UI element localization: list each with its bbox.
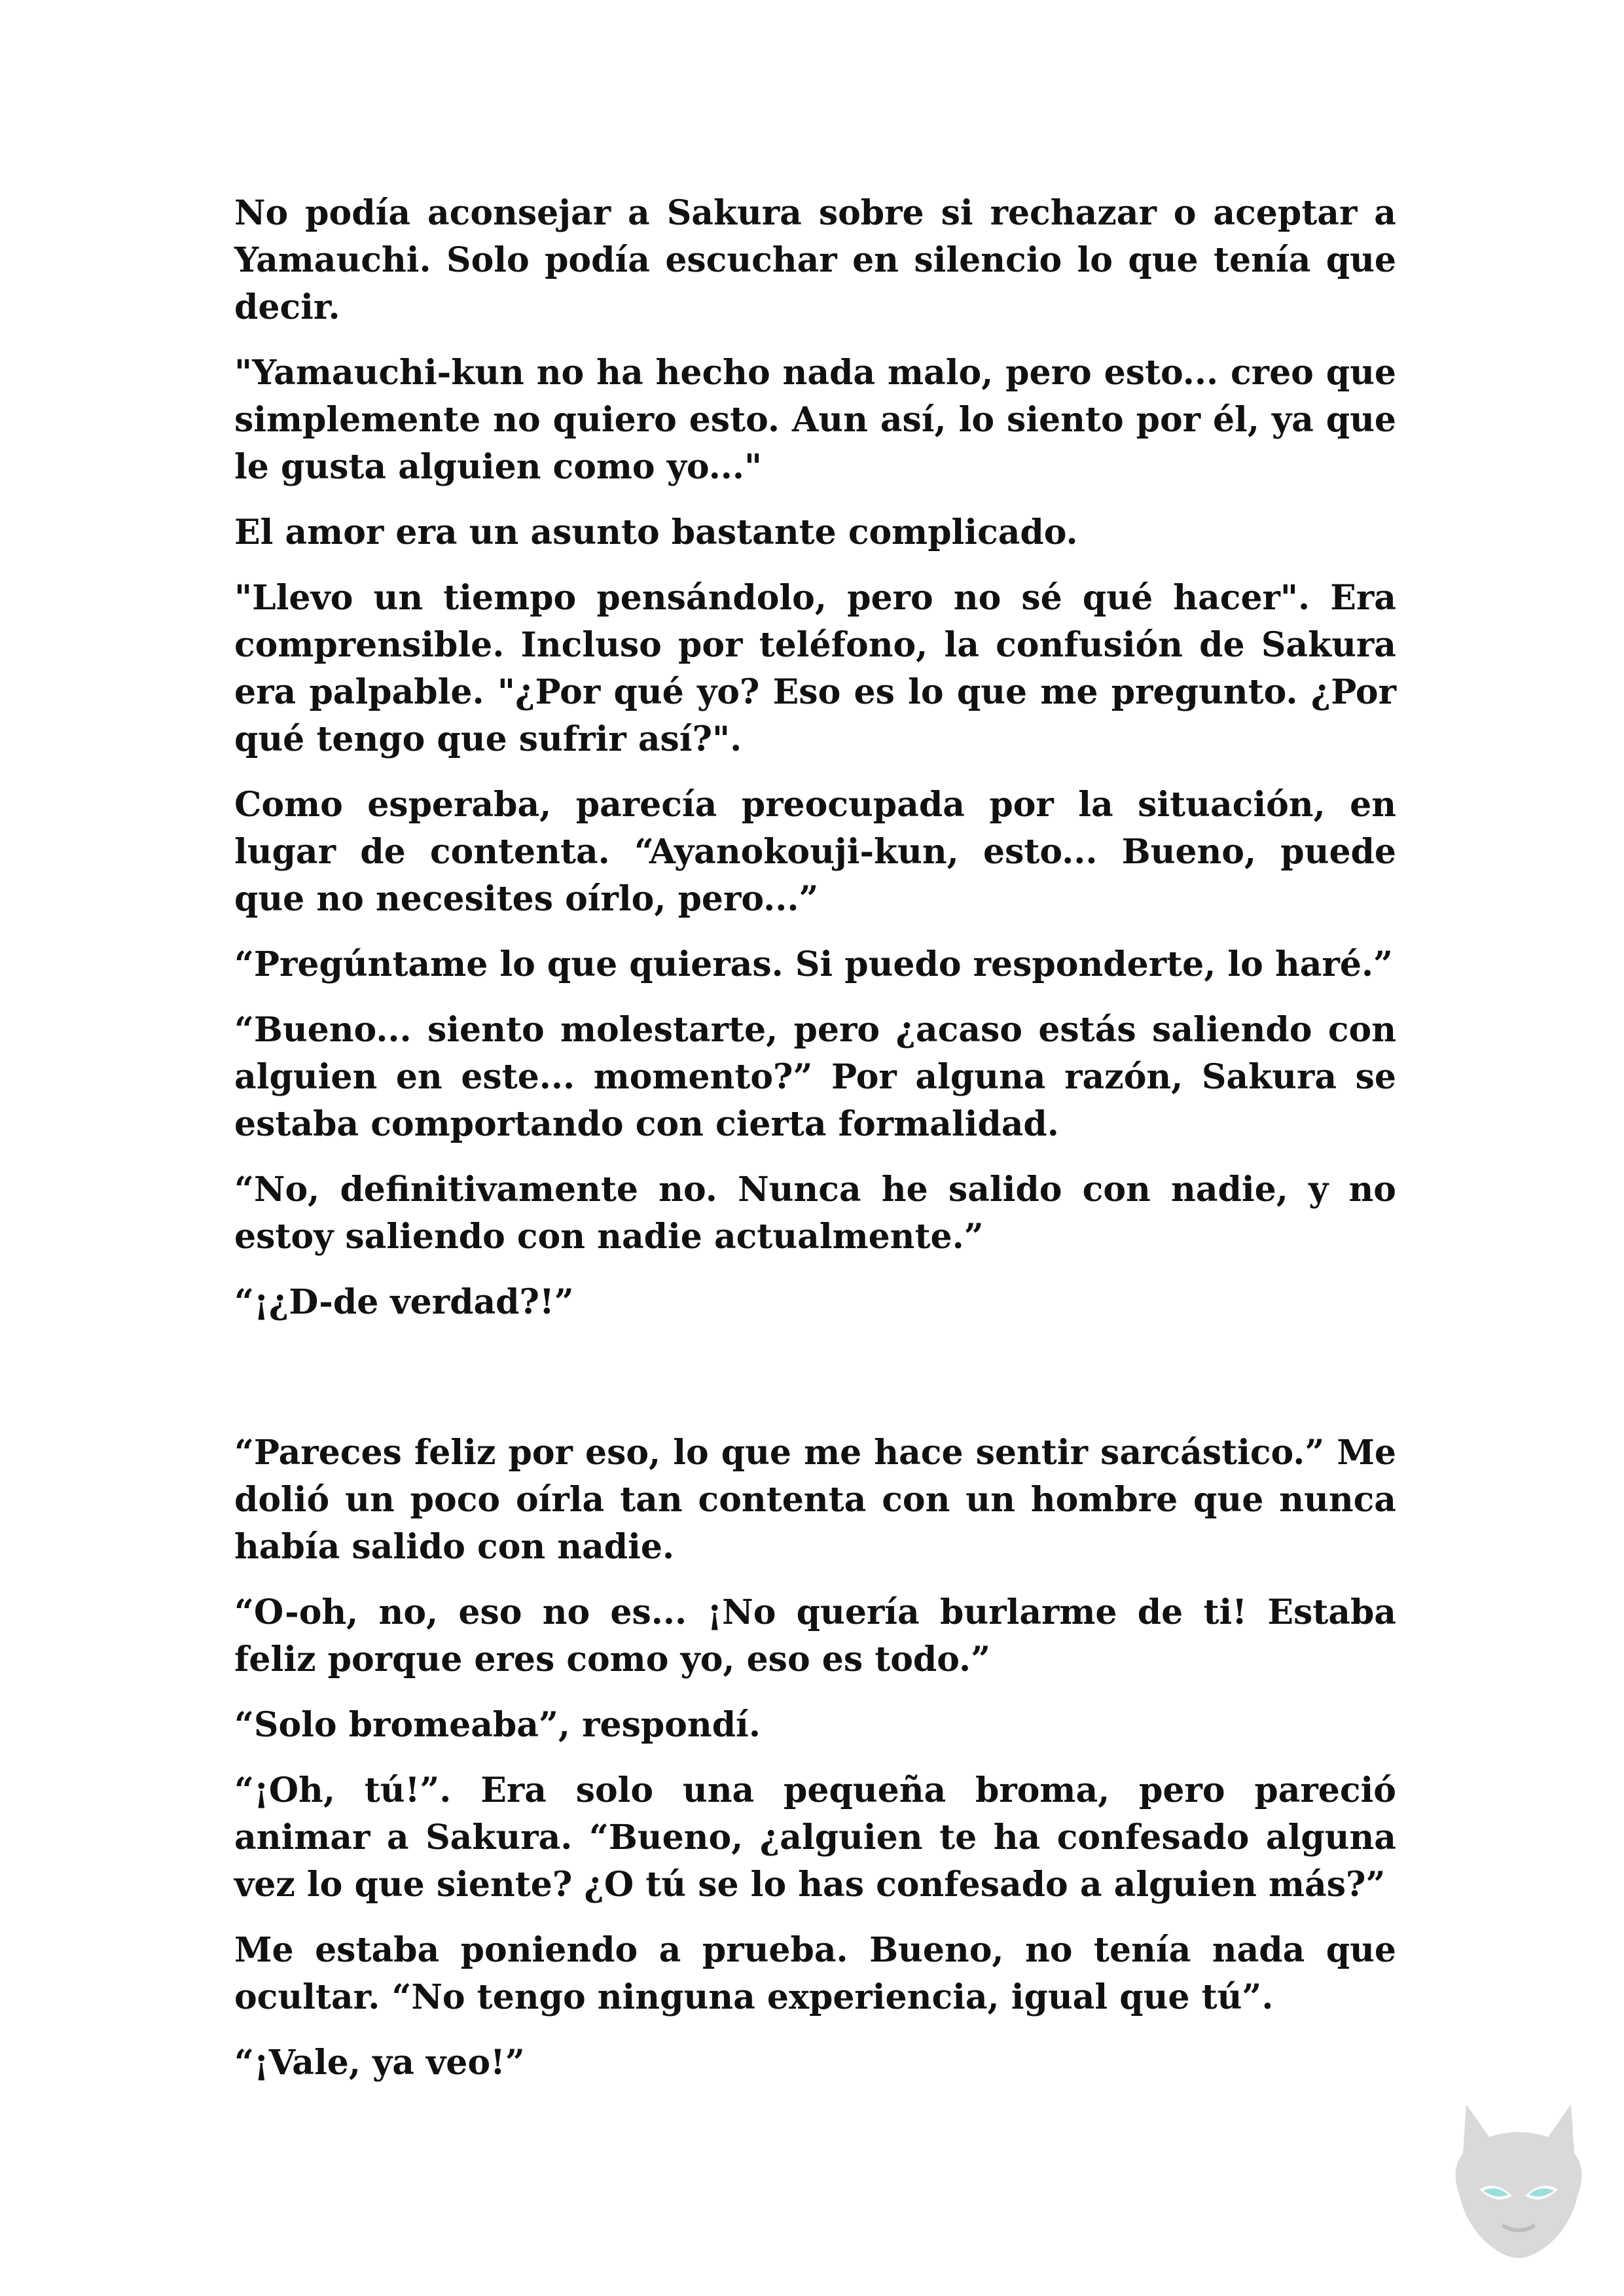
paragraph-6: “Pregúntame lo que quieras. Si puedo responderte, lo haré.” (234, 944, 1393, 984)
paragraph-1: No podía aconsejar a Sakura sobre si rechazar o aceptar a Yamauchi. Solo podía escuchar en silencio lo que tenía que decir. (234, 193, 1396, 327)
section-gap (234, 1344, 1396, 1429)
paragraph-15: “¡Vale, ya veo!” (234, 2043, 525, 2083)
paragraph-9: “¡¿D-de verdad?!” (234, 1282, 574, 1322)
paragraph-10: “Pareces feliz por eso, lo que me hace sentir sarcástico.” Me dolió un poco oírla tan contenta con un hombre que nunca había salido con nadie. (234, 1433, 1396, 1567)
paragraph-3: El amor era un asunto bastante complicado. (234, 512, 1078, 552)
paragraph-2: "Yamauchi-kun no ha hecho nada malo, pero esto... creo que simplemente no quiero esto. Aun así, lo siento por él, ya que le gusta alguien como yo..." (234, 353, 1396, 487)
demon-head-icon (1440, 2091, 1597, 2261)
paragraph-7: “Bueno... siento molestarte, pero ¿acaso estás saliendo con alguien en este... momento?” Por alguna razón, Sakura se estaba comportando con cierta formalidad. (234, 1010, 1396, 1144)
paragraph-11: “O-oh, no, eso no es... ¡No quería burlarme de ti! Estaba feliz porque eres como yo, eso es todo.” (234, 1592, 1396, 1679)
paragraph-12: “Solo bromeaba”, respondí. (234, 1705, 761, 1745)
paragraph-13: “¡Oh, tú!”. Era solo una pequeña broma, pero pareció animar a Sakura. “Bueno, ¿alguien te ha confesado alguna vez lo que siente? ¿O tú se lo has confesado a alguien más?” (234, 1770, 1396, 1905)
paragraph-4: "Llevo un tiempo pensándolo, pero no sé qué hacer". Era comprensible. Incluso por teléfono, la confusión de Sakura era palpable. "¿Por qué yo? Eso es lo que me pregunto. ¿Por qué tengo que sufrir así?". (234, 578, 1396, 759)
paragraph-8: “No, definitivamente no. Nunca he salido con nadie, y no estoy saliendo con nadie actualmente.” (234, 1170, 1396, 1257)
paragraph-14: Me estaba poniendo a prueba. Bueno, no tenía nada que ocultar. “No tengo ninguna experiencia, igual que tú”. (234, 1930, 1396, 2017)
paragraph-5: Como esperaba, parecía preocupada por la situación, en lugar de contenta. “Ayanokouji-kun, esto... Bueno, puede que no necesites oírlo, pero...” (234, 785, 1396, 919)
document-body (234, 190, 1396, 2105)
demon-head-logo (1440, 2091, 1597, 2261)
